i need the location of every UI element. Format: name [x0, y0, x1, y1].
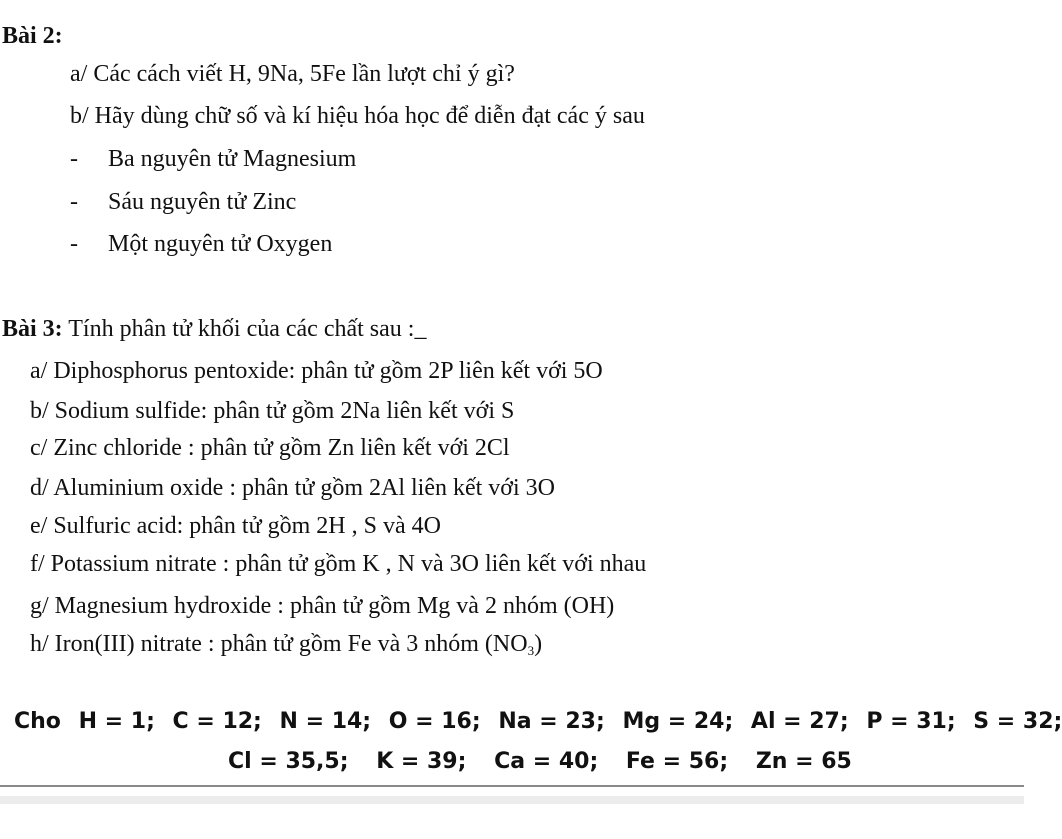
bottom-divider: [0, 785, 1024, 787]
exercise-3-item-a: a/ Diphosphorus pentoxide: phân tử gồm 2P liên kết với 5O: [30, 358, 603, 384]
bullet-text: Sáu nguyên tử Zinc: [108, 189, 297, 215]
bottom-shade: [0, 796, 1024, 804]
mass-cl: Cl = 35,5;: [228, 749, 349, 774]
exercise-3-item-e: e/ Sulfuric acid: phân tử gồm 2H , S và 4O: [30, 513, 441, 539]
mass-p: P = 31;: [866, 709, 956, 734]
bullet-text: Ba nguyên tử Magnesium: [108, 146, 357, 172]
exercise-3-item-g: g/ Magnesium hydroxide : phân tử gồm Mg và 2 nhóm (OH): [30, 593, 615, 619]
mass-o: O = 16;: [388, 709, 481, 734]
mass-mg: Mg = 24;: [622, 709, 734, 734]
mass-fe: Fe = 56;: [625, 749, 729, 774]
item-h-subscript: 3: [527, 643, 535, 658]
exercise-2-question-b: b/ Hãy dùng chữ số và kí hiệu hóa học để diễn đạt các ý sau: [70, 103, 645, 129]
mass-al: Al = 27;: [750, 709, 849, 734]
bullet-dash: -: [70, 231, 78, 257]
exercise-3-heading: [2, 315, 426, 343]
exercise-3-item-c: c/ Zinc chloride : phân tử gồm Zn liên kết với 2Cl: [30, 435, 510, 461]
exercise-3-title: Bài 3:: [2, 316, 63, 342]
exercise-2-question-a: a/ Các cách viết H, 9Na, 5Fe lần lượt chỉ ý gì?: [70, 61, 515, 87]
bullet-dash: -: [70, 189, 78, 215]
atomic-masses-row-1: [14, 708, 1062, 736]
mass-na: Na = 23;: [498, 709, 605, 734]
exercise-3-item-d: d/ Aluminium oxide : phân tử gồm 2Al liên kết với 3O: [30, 475, 555, 501]
mass-s: S = 32;: [973, 709, 1062, 734]
bullet-text: Một nguyên tử Oxygen: [108, 231, 333, 257]
bullet-dash: -: [70, 146, 78, 172]
mass-c: C = 12;: [172, 709, 262, 734]
exercise-3-item-h: [30, 630, 542, 665]
mass-h: H = 1;: [78, 709, 155, 734]
exercise-2-title: Bài 2:: [2, 23, 63, 49]
exercise-3-item-b: b/ Sodium sulfide: phân tử gồm 2Na liên kết với S: [30, 398, 515, 424]
mass-ca: Ca = 40;: [494, 749, 599, 774]
exercise-3-intro: Tính phân tử khối của các chất sau :_: [62, 316, 427, 342]
mass-zn: Zn = 65: [755, 749, 852, 774]
atomic-masses-label: Cho: [14, 709, 61, 734]
exercise-3-item-f: f/ Potassium nitrate : phân tử gồm K , N và 3O liên kết với nhau: [30, 551, 647, 577]
mass-n: N = 14;: [279, 709, 372, 734]
atomic-masses-row-2: [228, 748, 852, 776]
mass-k: K = 39;: [376, 749, 467, 774]
item-h-end: ): [534, 631, 543, 657]
item-h-main: h/ Iron(III) nitrate : phân tử gồm Fe và 3 nhóm (NO: [30, 631, 528, 657]
